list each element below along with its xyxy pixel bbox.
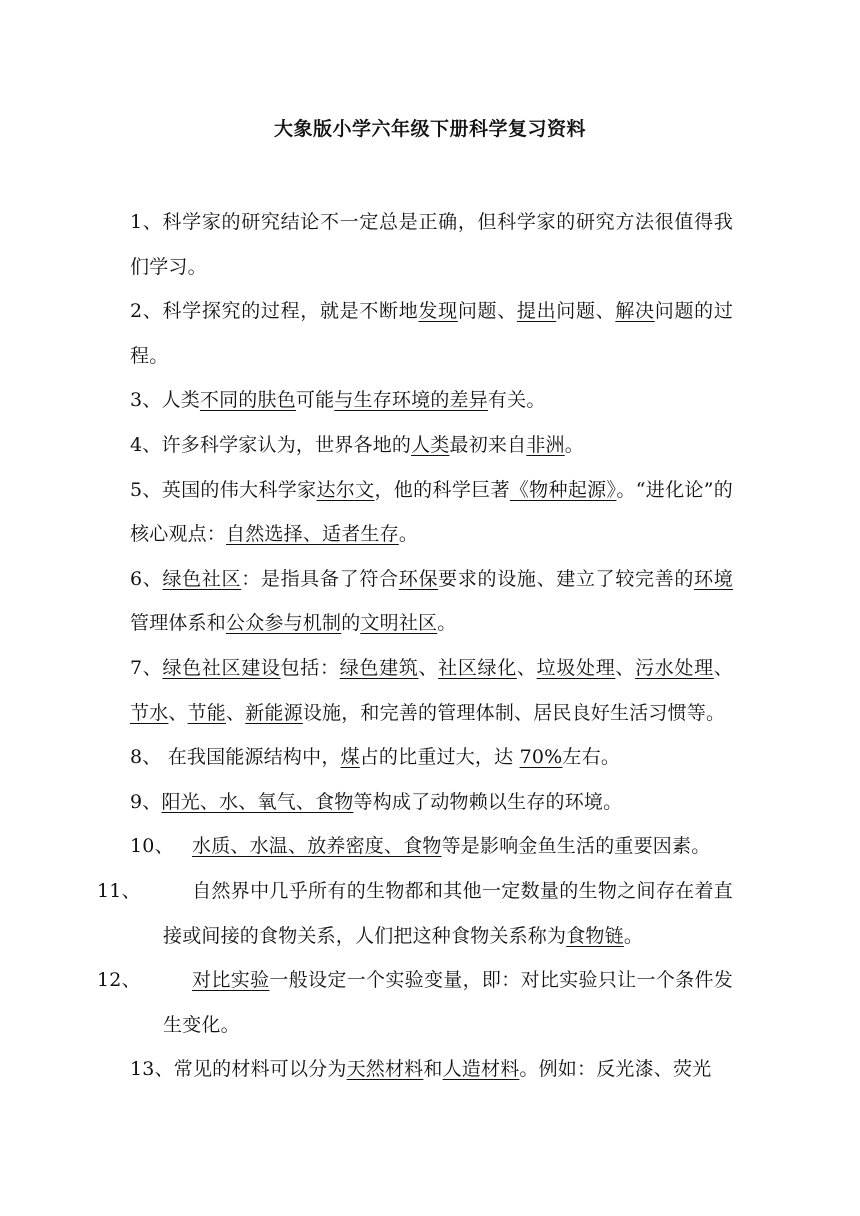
key-term: 水质、水温、放养密度、食物 <box>192 835 442 858</box>
key-term: 节水 <box>130 701 169 724</box>
item-number: 10、 <box>130 835 174 858</box>
text-segment: 9、 <box>130 790 162 813</box>
list-item <box>130 780 733 825</box>
text-segment: 包括： <box>280 656 340 679</box>
text-segment: 2、科学探究的过程，就是不断地 <box>130 300 419 323</box>
list-item <box>97 869 733 958</box>
key-term: 达尔文 <box>316 478 375 501</box>
text-segment: 设施，和完善的管理体制、居民良好生活习惯等。 <box>302 701 726 724</box>
text-segment: 1、科学家的研究结论不一定总是正确，但科学家的研究方法很值得我们学习。 <box>130 211 733 278</box>
key-term: 绿色社区 <box>162 567 242 590</box>
text-segment: 问题、 <box>556 300 616 323</box>
key-term: 公众参与机制 <box>226 612 342 635</box>
key-term: 不同的肤色 <box>199 389 296 412</box>
key-term: 环境 <box>694 567 733 590</box>
text-segment: 5、英国的伟大科学家 <box>130 478 317 501</box>
key-term: 与生存环境的差异 <box>334 389 488 412</box>
text-segment: 左右。 <box>562 746 621 769</box>
text-segment: 、 <box>168 701 188 724</box>
text-segment: 。 <box>437 612 457 635</box>
key-term: 煤 <box>340 746 360 769</box>
text-segment: 管理体系和 <box>130 612 227 635</box>
text-segment: 最初来自 <box>449 433 527 456</box>
text-segment: 。 <box>564 433 584 456</box>
list-item <box>130 468 733 557</box>
list-item <box>130 1047 733 1092</box>
text-segment: 7、 <box>130 656 163 679</box>
text-segment: 自然界中几乎所有的生物都和其他一定数量的生物之间存在着直接或间接的食物关系，人们把这种食物关系称为 <box>163 879 733 947</box>
list-item <box>130 200 733 289</box>
text-segment: 6、 <box>130 567 163 590</box>
text-segment: 可能 <box>295 389 335 412</box>
text-segment: 。例如：反光漆、荧光 <box>519 1058 712 1081</box>
key-term: 文明社区 <box>360 612 438 635</box>
text-segment: 13、常见的材料可以分为 <box>130 1058 347 1081</box>
key-term: 垃圾处理 <box>536 656 616 679</box>
text-segment: 等是影响金鱼生活的重要因素。 <box>441 835 711 858</box>
text-segment: 等构成了动物赖以生存的环境。 <box>353 790 623 813</box>
key-term: 新能源 <box>245 701 303 724</box>
text-segment: 占的比重过大，达 <box>359 746 520 769</box>
key-term: 对比实验 <box>192 969 270 992</box>
text-segment: 4、许多科学家认为，世界各地的 <box>130 433 412 456</box>
key-term: 《物种起源》 <box>509 478 617 501</box>
text-segment: 、 <box>516 656 537 679</box>
page-title: 大象版小学六年级下册科学复习资料 <box>273 118 586 140</box>
text-segment: 8、 在我国能源结构中， <box>130 746 341 769</box>
key-term: 解决 <box>615 300 655 323</box>
item-number: 12、 <box>97 969 141 992</box>
list-item <box>130 378 733 423</box>
text-segment: 的 <box>341 612 361 635</box>
text-segment: 要求的设施、建立了较完善的 <box>438 567 695 590</box>
item-number: 11、 <box>97 879 141 902</box>
text-segment: 。 <box>398 523 419 546</box>
text-segment: 问题、 <box>457 300 517 323</box>
text-segment: 问题的过程。 <box>130 300 734 367</box>
key-term: 污水处理 <box>635 656 714 679</box>
key-term: 节能 <box>187 701 227 724</box>
text-segment: ，他的科学巨著 <box>374 478 510 501</box>
list-item <box>97 958 733 1047</box>
text-segment: 、 <box>713 656 734 679</box>
key-term: 人造材料 <box>442 1058 520 1081</box>
text-segment: 3、人类 <box>130 389 200 412</box>
list-item <box>130 735 733 780</box>
key-term: 绿色建筑 <box>339 656 419 679</box>
list-item <box>130 289 733 378</box>
text-segment: 、 <box>226 701 246 724</box>
text-segment: ：是指具备了符合 <box>241 567 399 590</box>
text-segment: 。“进化论”的核心观点： <box>130 478 734 546</box>
key-term: 环保 <box>398 567 439 590</box>
text-segment: 、 <box>615 656 636 679</box>
text-segment: 有关。 <box>487 389 546 412</box>
key-term: 发现 <box>418 300 458 323</box>
list-item <box>130 824 733 869</box>
document-body <box>97 200 734 1092</box>
list-item <box>130 557 733 646</box>
text-segment: 一般设定一个实验变量，即：对比实验只让一个条件发生变化。 <box>163 969 733 1036</box>
key-term: 70% <box>519 746 563 769</box>
key-term: 人类 <box>411 433 450 456</box>
key-term: 提出 <box>516 300 557 323</box>
text-segment: 、 <box>418 656 439 679</box>
key-term: 社区绿化 <box>438 656 517 679</box>
key-term: 绿色社区建设 <box>162 656 281 679</box>
key-term: 天然材料 <box>346 1058 424 1081</box>
key-term: 非洲 <box>526 433 565 456</box>
text-segment: 和 <box>423 1058 443 1081</box>
list-item <box>130 423 733 468</box>
key-term: 自然选择、适者生存 <box>226 523 399 546</box>
key-term: 食物链 <box>566 924 624 947</box>
key-term: 阳光、水、氧气、食物 <box>161 790 354 813</box>
list-item <box>130 646 733 735</box>
text-segment: 。 <box>623 924 644 947</box>
